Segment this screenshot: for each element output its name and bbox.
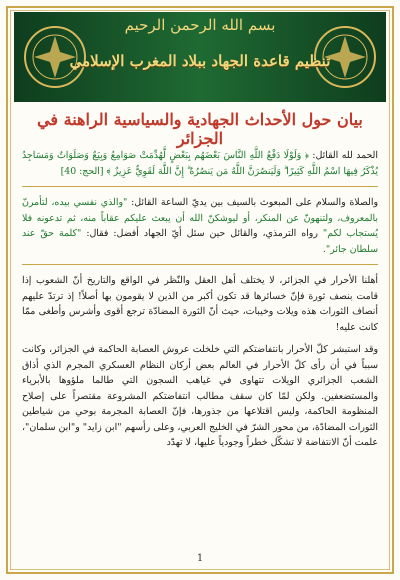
salutation-intro: والصلاة والسلام على المبعوث بالسيف بين يديّ الساعة القائل: <box>131 197 378 209</box>
divider <box>22 186 378 187</box>
paragraph-3: أهلنا الأحرار في الجزائر، لا يختلف أهل العقل والنّظر في الواقع والتاريخ أنّ الشعوب إذا قامت بنصف ثورة فإنّ خسائرها قد تكون أكبر من الذين لا يقومون بها أصلاً! إذ ترتدّ عليهم أنصاف الثورات هذه ويلات وخيبات، حيث أنّ الثورة المضادّة ترجع أقوى وأشرس وأطغى ممّا كانت عليه! <box>22 275 378 333</box>
quran-verse: ﴿ وَلَوْلَا دَفْعُ اللَّهِ النَّاسَ بَعْضَهُم بِبَعْضٍ لَّهُدِّمَتْ صَوَامِعُ وَبِيَعٌ وَصَلَوَاتٌ وَمَسَاجِدُ يُذْكَرُ فِيهَا اسْمُ اللَّهِ كَثِيرًا ۗ وَلَيَنصُرَنَّ اللَّهُ مَن يَنصُرُهُ ۗ إِنَّ اللَّهَ لَقَوِيٌّ عَزِيزٌ ﴾ <box>22 150 378 177</box>
paragraph-salutation <box>22 195 378 257</box>
verse-reference: [الحج: 40] <box>60 165 104 177</box>
opening-intro: الحمد لله القائل: <box>312 150 379 161</box>
page-number: 1 <box>196 553 204 564</box>
paragraph-4: وقد استبشر كلّ الأحرار بانتفاضتكم التي خلخلت عروش العصابة الحاكمة في الجزائر، وكانت سبباً في أن رأى كلّ الأحرار في العالم بعض أركان النظام العسكري المجرم الذي أذاق الشعب الجزائري الويلات تتهاوى في غياهب السجون التي طالما ملؤوها بالأبرياء والمستضعفين. ولكن لمّا كان سقف مطالب انتفاضتكم المشروعة مقتصراً على إصلاح المنظومة الحاكمة، وليس اقتلاعها من جذورها، فإنّ العصابة المجرمة بوحي من شياطين الثورات المضادّة، من محور الشرّ في الخليج العربي، وعلى رأسهم "ابن زايد" و"ابن سلمان"، علمت أنّ الانتفاضة لا تشكّل خطراً وجودياً عليها، لا تهدّد <box>22 344 378 449</box>
salutation-continuation: رواه الترمذي، والقائل حين سئل أيّ الجهاد أفضل: فقال: <box>86 228 318 240</box>
paragraph-opening <box>22 148 378 179</box>
divider <box>22 264 378 265</box>
document-body <box>22 148 378 458</box>
header-banner <box>14 12 386 102</box>
document-title: بيان حول الأحداث الجهادية والسياسية الراهنة في الجزائر <box>37 110 363 148</box>
hadith-quote-2: "كلمة حقّ عند سلطان جائر". <box>22 228 378 255</box>
hadith-quote: "والذي نفسي بيده، لتأمرنّ بالمعروف، ولتنهونّ عن المنكر، أو ليوشكنّ الله أن يبعث عليكم عقاباً منه، ثم تدعونه فلا يُستجاب لكم" <box>22 197 379 240</box>
organization-name: تنظيم قاعدة الجهاد ببلاد المغرب الإسلامي <box>69 52 331 70</box>
basmala: بسم الله الرحمن الرحيم <box>124 16 276 34</box>
